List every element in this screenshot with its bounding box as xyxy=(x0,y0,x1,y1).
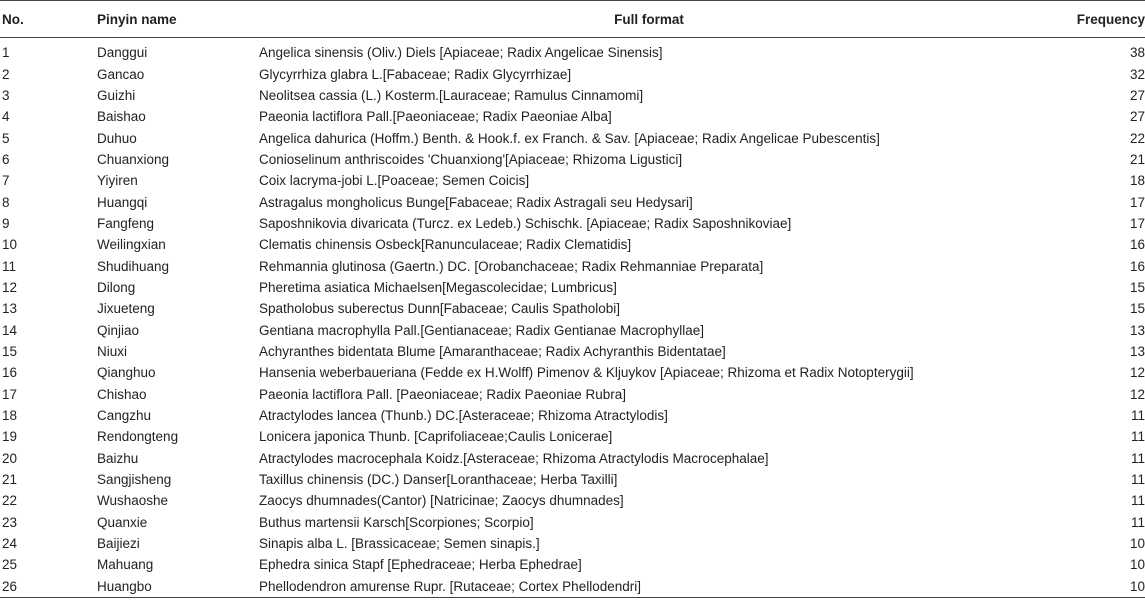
cell-no: 16 xyxy=(2,365,18,381)
cell-frequency: 13 xyxy=(1129,322,1145,338)
cell-no: 5 xyxy=(2,130,10,146)
header-no: No. xyxy=(2,11,24,27)
cell-no: 25 xyxy=(2,557,18,573)
cell-frequency: 27 xyxy=(1129,87,1145,103)
table-row xyxy=(0,85,1145,106)
cell-no: 17 xyxy=(2,386,18,402)
table-row xyxy=(0,341,1145,362)
table-row xyxy=(0,38,1145,64)
cell-full-format: Pheretima asiatica Michaelsen[Megascolecidae; Lumbricus] xyxy=(259,279,617,295)
cell-frequency: 32 xyxy=(1129,66,1145,82)
cell-no: 20 xyxy=(2,450,18,466)
cell-no: 6 xyxy=(2,151,10,167)
cell-frequency: 11 xyxy=(1130,514,1145,530)
cell-no: 7 xyxy=(2,173,10,189)
cell-frequency: 10 xyxy=(1129,536,1145,552)
cell-full-format: Buthus martensii Karsch[Scorpiones; Scorpio] xyxy=(259,514,534,530)
cell-pinyin-name: Chishao xyxy=(97,386,147,402)
cell-pinyin-name: Baizhu xyxy=(97,450,139,466)
table-row xyxy=(0,63,1145,84)
cell-pinyin-name: Fangfeng xyxy=(97,215,155,231)
cell-frequency: 11 xyxy=(1130,472,1145,488)
cell-no: 4 xyxy=(2,109,10,125)
table-row xyxy=(0,362,1145,383)
cell-full-format: Ephedra sinica Stapf [Ephedraceae; Herba Ephedrae] xyxy=(259,557,582,573)
table-row xyxy=(0,298,1145,319)
table-row xyxy=(0,576,1145,598)
cell-no: 24 xyxy=(2,536,18,552)
cell-frequency: 11 xyxy=(1130,450,1145,466)
cell-no: 19 xyxy=(2,429,18,445)
cell-full-format: Paeonia lactiflora Pall.[Paeoniaceae; Radix Paeoniae Alba] xyxy=(259,109,612,125)
cell-full-format: Phellodendron amurense Rupr. [Rutaceae; Cortex Phellodendri] xyxy=(259,578,641,594)
table-row xyxy=(0,106,1145,127)
cell-frequency: 21 xyxy=(1129,151,1145,167)
cell-no: 18 xyxy=(2,408,18,424)
header-frequency: Frequency xyxy=(1076,11,1145,27)
cell-full-format: Atractylodes lancea (Thunb.) DC.[Asteraceae; Rhizoma Atractylodis] xyxy=(259,408,668,424)
table-row xyxy=(0,234,1145,255)
cell-frequency: 15 xyxy=(1129,301,1145,317)
cell-frequency: 10 xyxy=(1129,578,1145,594)
cell-frequency: 22 xyxy=(1129,130,1145,146)
cell-pinyin-name: Wushaoshe xyxy=(97,493,169,509)
cell-full-format: Paeonia lactiflora Pall. [Paeoniaceae; Radix Paeoniae Rubra] xyxy=(259,386,626,402)
cell-no: 26 xyxy=(2,578,18,594)
cell-pinyin-name: Jixueteng xyxy=(97,301,155,317)
cell-no: 12 xyxy=(2,279,18,295)
table-row xyxy=(0,554,1145,575)
cell-frequency: 13 xyxy=(1129,343,1145,359)
cell-no: 14 xyxy=(2,322,18,338)
cell-full-format: Glycyrrhiza glabra L.[Fabaceae; Radix Glycyrrhizae] xyxy=(259,66,572,82)
cell-pinyin-name: Shudihuang xyxy=(97,258,170,274)
cell-no: 9 xyxy=(2,215,10,231)
cell-pinyin-name: Baijiezi xyxy=(97,536,140,552)
table-header xyxy=(0,1,1145,38)
table-row xyxy=(0,533,1145,554)
cell-no: 8 xyxy=(2,194,10,210)
cell-pinyin-name: Duhuo xyxy=(97,130,137,146)
table-row xyxy=(0,127,1145,148)
cell-frequency: 11 xyxy=(1130,493,1145,509)
cell-pinyin-name: Yiyiren xyxy=(97,173,138,189)
table-row xyxy=(0,405,1145,426)
table-row xyxy=(0,490,1145,511)
cell-no: 23 xyxy=(2,514,18,530)
cell-pinyin-name: Weilingxian xyxy=(97,237,166,253)
cell-full-format: Taxillus chinensis (DC.) Danser[Loranthaceae; Herba Taxilli] xyxy=(259,472,618,488)
cell-pinyin-name: Sangjisheng xyxy=(97,472,172,488)
cell-pinyin-name: Mahuang xyxy=(97,557,154,573)
cell-full-format: Clematis chinensis Osbeck[Ranunculaceae; Radix Clematidis] xyxy=(259,237,632,253)
cell-full-format: Achyranthes bidentata Blume [Amaranthaceae; Radix Achyranthis Bidentatae] xyxy=(259,343,726,359)
table-row xyxy=(0,149,1145,170)
cell-no: 1 xyxy=(2,45,10,61)
table-row xyxy=(0,191,1145,212)
cell-frequency: 16 xyxy=(1129,237,1145,253)
cell-pinyin-name: Dilong xyxy=(97,279,136,295)
cell-frequency: 12 xyxy=(1129,386,1145,402)
cell-pinyin-name: Guizhi xyxy=(97,87,136,103)
cell-full-format: Angelica dahurica (Hoffm.) Benth. & Hook.f. ex Franch. & Sav. [Apiaceae; Radix Angelicae Pubescentis] xyxy=(259,130,880,146)
cell-no: 22 xyxy=(2,493,18,509)
table-row xyxy=(0,512,1145,533)
cell-pinyin-name: Qianghuo xyxy=(97,365,156,381)
cell-pinyin-name: Quanxie xyxy=(97,514,148,530)
cell-full-format: Atractylodes macrocephala Koidz.[Asteraceae; Rhizoma Atractylodis Macrocephalae] xyxy=(259,450,769,466)
table-row xyxy=(0,213,1145,234)
cell-full-format: Lonicera japonica Thunb. [Caprifoliaceae;Caulis Lonicerae] xyxy=(259,429,613,445)
cell-full-format: Coix lacryma-jobi L.[Poaceae; Semen Coicis] xyxy=(259,173,530,189)
cell-full-format: Neolitsea cassia (L.) Kosterm.[Lauraceae; Ramulus Cinnamomi] xyxy=(259,87,644,103)
cell-no: 2 xyxy=(2,66,10,82)
cell-frequency: 11 xyxy=(1130,429,1145,445)
cell-pinyin-name: Cangzhu xyxy=(97,408,152,424)
table-row xyxy=(0,426,1145,447)
cell-pinyin-name: Rendongteng xyxy=(97,429,179,445)
table-row xyxy=(0,469,1145,490)
cell-pinyin-name: Huangbo xyxy=(97,578,152,594)
cell-pinyin-name: Gancao xyxy=(97,66,145,82)
cell-frequency: 27 xyxy=(1129,109,1145,125)
cell-no: 3 xyxy=(2,87,10,103)
cell-full-format: Conioselinum anthriscoides 'Chuanxiong'[Apiaceae; Rhizoma Ligustici] xyxy=(259,151,683,167)
cell-frequency: 17 xyxy=(1129,194,1145,210)
table-row xyxy=(0,319,1145,340)
header-row xyxy=(0,1,1145,38)
table-body xyxy=(0,38,1145,598)
cell-full-format: Zaocys dhumnades(Cantor) [Natricinae; Zaocys dhumnades] xyxy=(259,493,624,509)
cell-pinyin-name: Danggui xyxy=(97,45,148,61)
table-row xyxy=(0,384,1145,405)
cell-full-format: Hansenia weberbaueriana (Fedde ex H.Wolff) Pimenov & Kljuykov [Apiaceae; Rhizoma et Radix Notopterygii] xyxy=(259,365,914,381)
cell-frequency: 12 xyxy=(1129,365,1145,381)
cell-pinyin-name: Baishao xyxy=(97,109,146,125)
header-pinyin-name: Pinyin name xyxy=(97,11,177,27)
table-row xyxy=(0,170,1145,191)
cell-no: 11 xyxy=(2,258,17,274)
cell-full-format: Gentiana macrophylla Pall.[Gentianaceae; Radix Gentianae Macrophyllae] xyxy=(259,322,705,338)
cell-no: 15 xyxy=(2,343,18,359)
cell-full-format: Spatholobus suberectus Dunn[Fabaceae; Caulis Spatholobi] xyxy=(259,301,620,317)
cell-frequency: 38 xyxy=(1129,45,1145,61)
cell-full-format: Rehmannia glutinosa (Gaertn.) DC. [Orobanchaceae; Radix Rehmanniae Preparata] xyxy=(259,258,764,274)
table-row xyxy=(0,255,1145,276)
cell-frequency: 17 xyxy=(1129,215,1145,231)
cell-frequency: 16 xyxy=(1129,258,1145,274)
cell-frequency: 11 xyxy=(1130,408,1145,424)
cell-full-format: Saposhnikovia divaricata (Turcz. ex Ledeb.) Schischk. [Apiaceae; Radix Saposhnikoviae] xyxy=(259,215,792,231)
table-row xyxy=(0,277,1145,298)
cell-pinyin-name: Qinjiao xyxy=(97,322,140,338)
cell-full-format: Angelica sinensis (Oliv.) Diels [Apiaceae; Radix Angelicae Sinensis] xyxy=(259,45,663,61)
cell-frequency: 15 xyxy=(1129,279,1145,295)
cell-no: 10 xyxy=(2,237,18,253)
cell-no: 21 xyxy=(2,472,18,488)
table-row xyxy=(0,448,1145,469)
cell-full-format: Sinapis alba L. [Brassicaceae; Semen sinapis.] xyxy=(259,536,540,552)
cell-pinyin-name: Niuxi xyxy=(97,343,128,359)
cell-no: 13 xyxy=(2,301,18,317)
cell-pinyin-name: Chuanxiong xyxy=(97,151,170,167)
cell-full-format: Astragalus mongholicus Bunge[Fabaceae; Radix Astragali seu Hedysari] xyxy=(259,194,693,210)
cell-pinyin-name: Huangqi xyxy=(97,194,148,210)
cell-frequency: 18 xyxy=(1129,173,1145,189)
cell-frequency: 10 xyxy=(1129,557,1145,573)
header-full-format: Full format xyxy=(614,11,684,27)
